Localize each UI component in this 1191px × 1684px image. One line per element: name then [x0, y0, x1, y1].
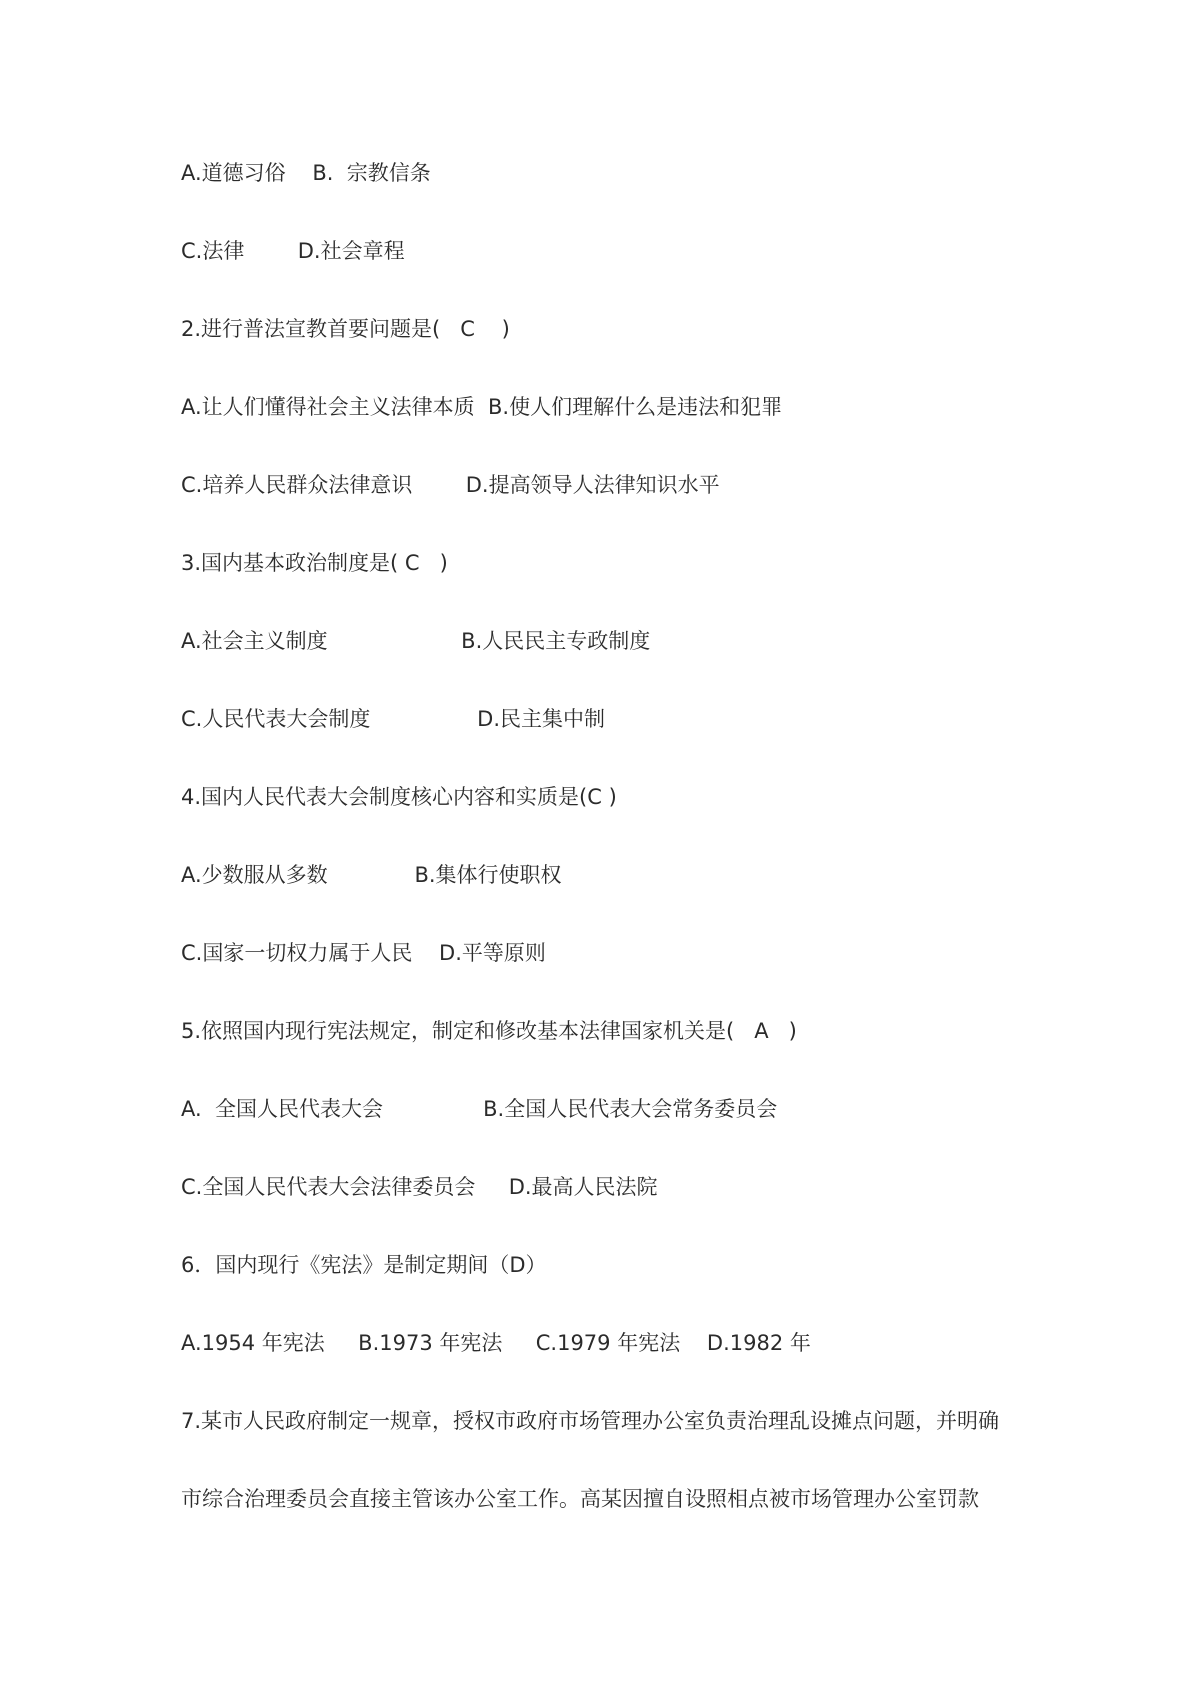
option-line-q3-cd: C.人民代表大会制度 D.民主集中制	[181, 707, 605, 731]
option-line-q5-cd: C.全国人民代表大会法律委员会 D.最高人民法院	[181, 1175, 658, 1199]
option-line-q2-ab: A.让人们懂得社会主义法律本质 B.使人们理解什么是违法和犯罪	[181, 395, 783, 419]
question-4: 4.国内人民代表大会制度核心内容和实质是(C )	[181, 785, 617, 809]
option-line-q1-cd: C.法律 D.社会章程	[181, 239, 405, 263]
option-line-q4-ab: A.少数服从多数 B.集体行使职权	[181, 863, 562, 887]
question-7-line-1: 7.某市人民政府制定一规章，授权市政府市场管理办公室负责治理乱设摊点问题，并明确	[181, 1409, 1000, 1433]
question-7-line-2: 市综合治理委员会直接主管该办公室工作。高某因擅自设照相点被市场管理办公室罚款	[181, 1487, 979, 1511]
question-6: 6．国内现行《宪法》是制定期间（D）	[181, 1253, 547, 1277]
question-2: 2.进行普法宣教首要问题是( C )	[181, 317, 510, 341]
option-line-q4-cd: C.国家一切权力属于人民 D.平等原则	[181, 941, 546, 965]
option-line-q1-ab: A.道德习俗 B. 宗教信条	[181, 161, 431, 185]
option-line-q6: A.1954 年宪法 B.1973 年宪法 C.1979 年宪法 D.1982 年	[181, 1331, 811, 1355]
option-line-q2-cd: C.培养人民群众法律意识 D.提高领导人法律知识水平	[181, 473, 720, 497]
question-5: 5.依照国内现行宪法规定，制定和修改基本法律国家机关是( A )	[181, 1019, 797, 1043]
question-3: 3.国内基本政治制度是( C )	[181, 551, 448, 575]
option-line-q5-ab: A. 全国人民代表大会 B.全国人民代表大会常务委员会	[181, 1097, 778, 1121]
option-line-q3-ab: A.社会主义制度 B.人民民主专政制度	[181, 629, 651, 653]
